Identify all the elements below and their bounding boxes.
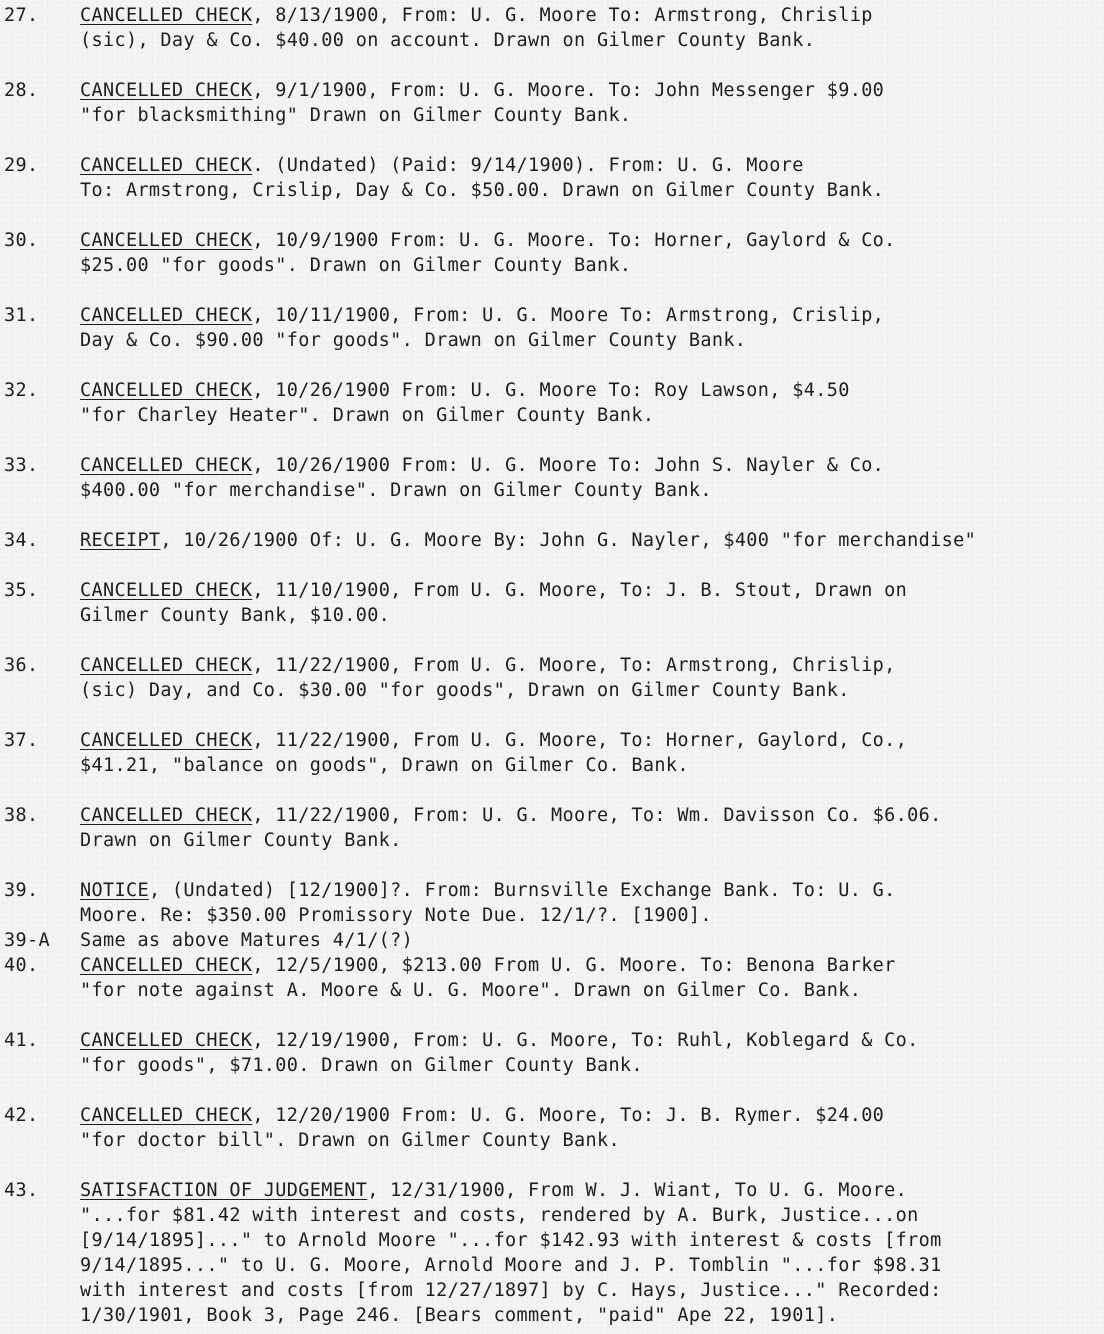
- entry-number: 30.: [4, 230, 39, 251]
- entry-first-line: [80, 153, 1104, 178]
- document-entry: [0, 928, 1104, 953]
- entry-text: [80, 1103, 1104, 1153]
- entry-text: [80, 1178, 1104, 1328]
- entry-spacer: [0, 778, 1104, 803]
- entry-continuation-line: with interest and costs [from 12/27/1897] by C. Hays, Justice..." Recorded:: [80, 1280, 942, 1301]
- entry-first-line: [80, 3, 1104, 28]
- entry-text: [80, 453, 1104, 503]
- entry-continuation-line: Drawn on Gilmer County Bank.: [80, 830, 402, 851]
- entry-text: [80, 303, 1104, 353]
- entry-first-line: [80, 953, 1104, 978]
- entry-continuation-line: 1/30/1901, Book 3, Page 246. [Bears comment, "paid" Ape 22, 1901].: [80, 1305, 839, 1326]
- entry-document-type: CANCELLED CHECK: [80, 955, 253, 976]
- entry-document-type: NOTICE: [80, 880, 149, 901]
- document-entry: [0, 803, 1104, 853]
- entry-document-type: CANCELLED CHECK: [80, 5, 253, 26]
- entry-number: 40.: [4, 955, 39, 976]
- entry-description: , 10/26/1900 From: U. G. Moore To: John S. Nayler & Co.: [252, 455, 885, 476]
- document-entry: [0, 528, 1104, 553]
- entry-number: 36.: [4, 655, 39, 676]
- entry-number: 41.: [4, 1030, 39, 1051]
- entry-description: , 10/26/1900 Of: U. G. Moore By: John G. Nayler, $400 "for merchandise": [160, 530, 977, 551]
- entry-spacer: [0, 353, 1104, 378]
- entry-number: 42.: [4, 1105, 39, 1126]
- entry-text: [80, 578, 1104, 628]
- entry-document-type: CANCELLED CHECK: [80, 230, 253, 251]
- entry-spacer: [0, 278, 1104, 303]
- entry-text: [80, 728, 1104, 778]
- entry-first-line: [80, 728, 1104, 753]
- document-entry: [0, 153, 1104, 203]
- entry-spacer: [0, 703, 1104, 728]
- entry-number: 39.: [4, 880, 39, 901]
- entry-spacer: [0, 53, 1104, 78]
- entry-first-line: [80, 1103, 1104, 1128]
- document-entry: [0, 953, 1104, 1003]
- entry-continuation-line: To: Armstrong, Crislip, Day & Co. $50.00. Drawn on Gilmer County Bank.: [80, 180, 885, 201]
- entry-number: 33.: [4, 455, 39, 476]
- entry-number: 35.: [4, 580, 39, 601]
- entry-continuation-line: Day & Co. $90.00 "for goods". Drawn on Gilmer County Bank.: [80, 330, 747, 351]
- entry-description: , 12/19/1900, From: U. G. Moore, To: Ruhl, Koblegard & Co.: [252, 1030, 919, 1051]
- entry-document-type: CANCELLED CHECK: [80, 80, 253, 101]
- entry-text: [80, 928, 1104, 953]
- entry-continuation-line: "for goods", $71.00. Drawn on Gilmer County Bank.: [80, 1055, 643, 1076]
- document-entry: [0, 303, 1104, 353]
- entry-text: [80, 378, 1104, 428]
- entry-text: [80, 153, 1104, 203]
- entry-spacer: [0, 128, 1104, 153]
- document-entry: [0, 878, 1104, 928]
- entry-document-type: CANCELLED CHECK: [80, 655, 253, 676]
- document-entry: [0, 1028, 1104, 1078]
- entry-first-line: [80, 928, 1104, 953]
- entry-document-type: RECEIPT: [80, 530, 161, 551]
- entry-continuation-line: 9/14/1895..." to U. G. Moore, Arnold Moore and J. P. Tomblin "...for $98.31: [80, 1255, 942, 1276]
- entry-document-type: CANCELLED CHECK: [80, 305, 253, 326]
- entry-document-type: CANCELLED CHECK: [80, 455, 253, 476]
- entry-spacer: [0, 553, 1104, 578]
- entry-continuation-line: [9/14/1895]..." to Arnold Moore "...for $142.93 with interest & costs [from: [80, 1230, 942, 1251]
- entry-continuation-line: (sic) Day, and Co. $30.00 "for goods", Drawn on Gilmer County Bank.: [80, 680, 850, 701]
- entry-description: , 9/1/1900, From: U. G. Moore. To: John Messenger $9.00: [252, 80, 885, 101]
- entry-first-line: [80, 1028, 1104, 1053]
- entry-document-type: CANCELLED CHECK: [80, 730, 253, 751]
- entry-first-line: [80, 803, 1104, 828]
- entry-number: 28.: [4, 80, 39, 101]
- entry-description: , 10/9/1900 From: U. G. Moore. To: Horner, Gaylord & Co.: [252, 230, 896, 251]
- entry-number: 31.: [4, 305, 39, 326]
- entry-description: , 11/22/1900, From U. G. Moore, To: Horner, Gaylord, Co.,: [252, 730, 908, 751]
- entry-first-line: [80, 878, 1104, 903]
- entry-spacer: [0, 1078, 1104, 1103]
- entry-number: 39-A: [4, 930, 50, 951]
- entry-continuation-line: "...for $81.42 with interest and costs, rendered by A. Burk, Justice...on: [80, 1205, 919, 1226]
- entry-first-line: [80, 228, 1104, 253]
- entry-text: [80, 878, 1104, 928]
- document-entry: [0, 3, 1104, 53]
- document-entry: [0, 653, 1104, 703]
- entry-text: [80, 528, 1104, 553]
- entry-spacer: [0, 628, 1104, 653]
- entry-description: , 11/22/1900, From U. G. Moore, To: Armstrong, Chrislip,: [252, 655, 896, 676]
- entry-number: 38.: [4, 805, 39, 826]
- entry-number: 43.: [4, 1180, 39, 1201]
- entry-document-type: CANCELLED CHECK: [80, 1030, 253, 1051]
- entry-first-line: [80, 453, 1104, 478]
- entry-number: 37.: [4, 730, 39, 751]
- entry-description: , 12/20/1900 From: U. G. Moore, To: J. B. Rymer. $24.00: [252, 1105, 885, 1126]
- entry-document-type: CANCELLED CHECK: [80, 1105, 253, 1126]
- entry-spacer: [0, 428, 1104, 453]
- entry-document-type: CANCELLED CHECK: [80, 580, 253, 601]
- entry-continuation-line: (sic), Day & Co. $40.00 on account. Drawn on Gilmer County Bank.: [80, 30, 816, 51]
- document-entry: [0, 1103, 1104, 1153]
- entry-description: , 11/10/1900, From U. G. Moore, To: J. B. Stout, Drawn on: [252, 580, 908, 601]
- entry-spacer: [0, 1153, 1104, 1178]
- entry-document-type: SATISFACTION OF JUDGEMENT: [80, 1180, 368, 1201]
- document-entry: [0, 728, 1104, 778]
- entry-spacer: [0, 203, 1104, 228]
- entry-continuation-line: Moore. Re: $350.00 Promissory Note Due. 12/1/?. [1900].: [80, 905, 712, 926]
- entry-description: , 12/5/1900, $213.00 From U. G. Moore. To: Benona Barker: [252, 955, 896, 976]
- entry-description: Same as above Matures 4/1/(?): [80, 930, 414, 951]
- document-page: [0, 3, 1104, 1328]
- entry-first-line: [80, 653, 1104, 678]
- entry-continuation-line: "for blacksmithing" Drawn on Gilmer County Bank.: [80, 105, 632, 126]
- entry-number: 32.: [4, 380, 39, 401]
- entry-continuation-line: "for doctor bill". Drawn on Gilmer County Bank.: [80, 1130, 620, 1151]
- entry-description: , (Undated) [12/1900]?. From: Burnsville Exchange Bank. To: U. G.: [148, 880, 896, 901]
- entry-spacer: [0, 1003, 1104, 1028]
- entry-document-type: CANCELLED CHECK: [80, 380, 253, 401]
- entry-document-type: CANCELLED CHECK: [80, 155, 253, 176]
- document-entry: [0, 78, 1104, 128]
- entry-number: 29.: [4, 155, 39, 176]
- entry-continuation-line: Gilmer County Bank, $10.00.: [80, 605, 391, 626]
- entry-description: , 10/11/1900, From: U. G. Moore To: Armstrong, Crislip,: [252, 305, 885, 326]
- entry-number: 34.: [4, 530, 39, 551]
- document-entry: [0, 378, 1104, 428]
- entry-first-line: [80, 378, 1104, 403]
- entry-description: , 12/31/1900, From W. J. Wiant, To U. G. Moore.: [367, 1180, 908, 1201]
- entry-description: , 10/26/1900 From: U. G. Moore To: Roy Lawson, $4.50: [252, 380, 850, 401]
- entry-continuation-line: $400.00 "for merchandise". Drawn on Gilmer County Bank.: [80, 480, 712, 501]
- entry-spacer: [0, 853, 1104, 878]
- entry-continuation-line: $41.21, "balance on goods", Drawn on Gilmer Co. Bank.: [80, 755, 689, 776]
- entry-first-line: [80, 1178, 1104, 1203]
- entry-spacer: [0, 503, 1104, 528]
- entry-description: , 8/13/1900, From: U. G. Moore To: Armstrong, Chrislip: [252, 5, 873, 26]
- entry-text: [80, 803, 1104, 853]
- entry-text: [80, 653, 1104, 703]
- entry-continuation-line: "for Charley Heater". Drawn on Gilmer County Bank.: [80, 405, 655, 426]
- document-entry: [0, 453, 1104, 503]
- entry-continuation-line: "for note against A. Moore & U. G. Moore". Drawn on Gilmer Co. Bank.: [80, 980, 862, 1001]
- entry-document-type: CANCELLED CHECK: [80, 805, 253, 826]
- entry-first-line: [80, 578, 1104, 603]
- document-entry: [0, 578, 1104, 628]
- entry-text: [80, 78, 1104, 128]
- entry-text: [80, 953, 1104, 1003]
- entry-number: 27.: [4, 5, 39, 26]
- entry-description: , 11/22/1900, From: U. G. Moore, To: Wm. Davisson Co. $6.06.: [252, 805, 942, 826]
- entry-text: [80, 1028, 1104, 1078]
- entry-continuation-line: $25.00 "for goods". Drawn on Gilmer County Bank.: [80, 255, 632, 276]
- document-entry: [0, 1178, 1104, 1328]
- entry-first-line: [80, 303, 1104, 328]
- entry-first-line: [80, 78, 1104, 103]
- entry-text: [80, 228, 1104, 278]
- entry-text: [80, 3, 1104, 53]
- entry-description: . (Undated) (Paid: 9/14/1900). From: U. G. Moore: [252, 155, 804, 176]
- document-entry: [0, 228, 1104, 278]
- entry-first-line: [80, 528, 1104, 553]
